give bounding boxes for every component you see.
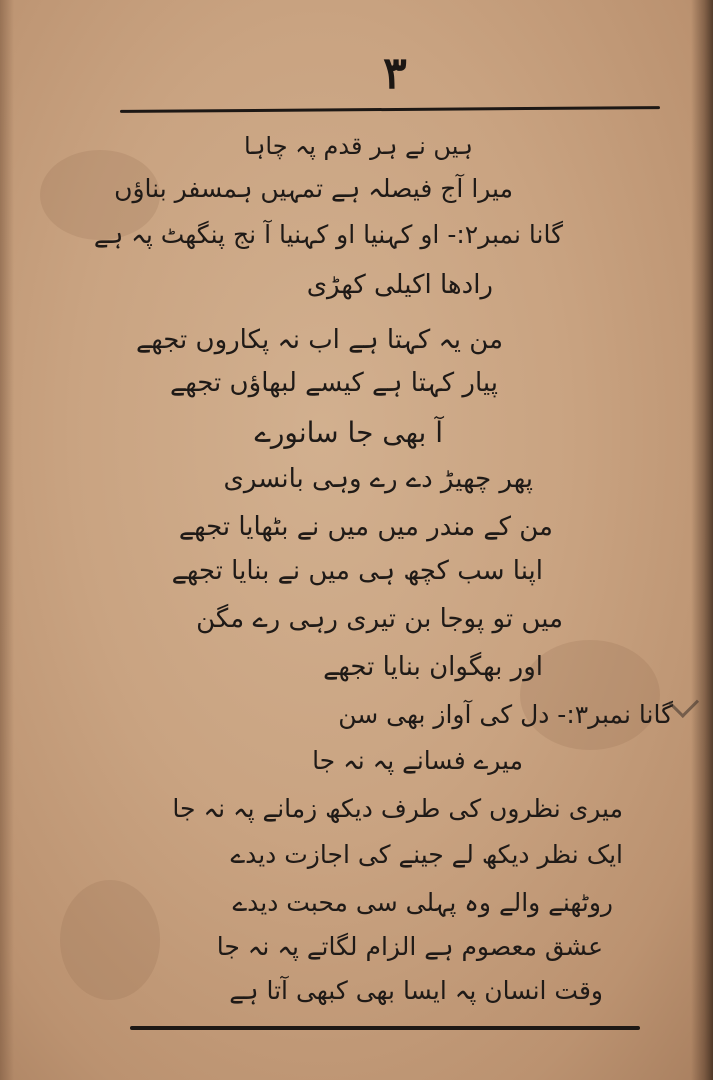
text-line: روٹھنے والے وہ پہلی سی محبت دیدے [232,888,613,917]
paper-stain [60,880,160,1000]
page-number: ٣ [383,48,407,99]
page-left-edge [0,0,14,1080]
top-rule [120,106,660,113]
text-line: پیار کہتا ہے کیسے لبھاؤں تجھے [170,368,498,398]
text-line: میں تو پوجا بن تیری رہی رے مگن [196,604,563,634]
page-spine-shadow [691,0,713,1080]
bottom-rule [130,1026,640,1030]
text-line: ہیں نے ہر قدم پہ چاہا [244,132,473,160]
text-line: میرے فسانے پہ نہ جا [312,746,523,775]
text-line: میرا آج فیصلہ ہے تمہیں ہمسفر بناؤں [114,174,513,203]
text-line: اور بھگوان بنایا تجھے [323,652,543,682]
text-line: رادھا اکیلی کھڑی [306,270,493,300]
song-heading: گانا نمبر۳:- دل کی آواز بھی سن [338,700,673,729]
text-line: عشق معصوم ہے الزام لگاتے پہ نہ جا [216,932,603,961]
text-line: ایک نظر دیکھ لے جینے کی اجازت دیدے [230,840,623,869]
text-line: من یہ کہتا ہے اب نہ پکاروں تجھے [135,325,503,355]
text-line: آ بھی جا سانورے [254,416,443,449]
song-heading: گانا نمبر۲:- او کہنیا او کہنیا آ نج پنگھٹ پہ ہے [93,220,563,249]
text-line: اپنا سب کچھ ہی میں نے بنایا تجھے [171,556,543,586]
text-line: پھر چھیڑ دے رے وہی بانسری [223,464,533,494]
text-line: وقت انسان پہ ایسا بھی کبھی آتا ہے [229,976,603,1005]
text-line: من کے مندر میں میں نے بٹھایا تجھے [178,512,553,542]
text-line: میری نظروں کی طرف دیکھ زمانے پہ نہ جا [172,794,623,823]
